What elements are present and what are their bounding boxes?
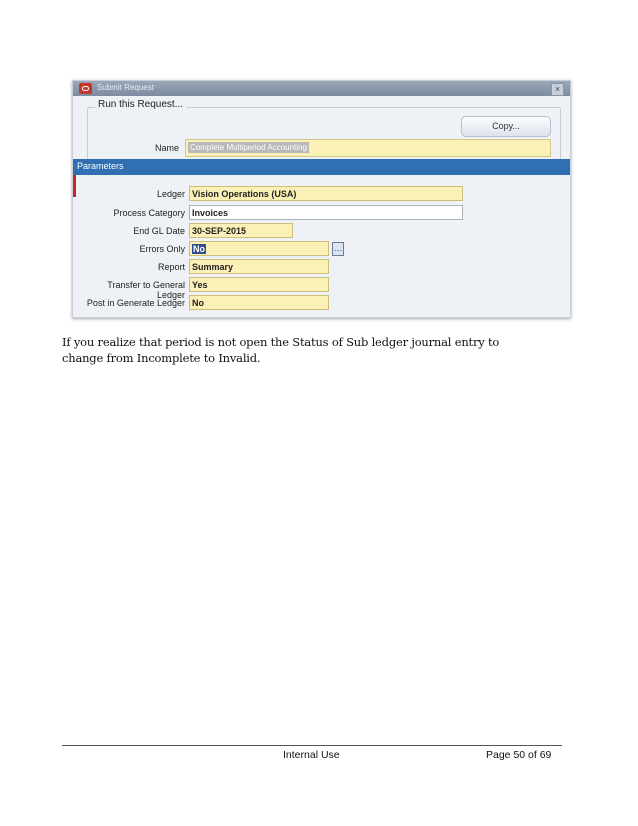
close-icon[interactable]: × [551, 83, 564, 96]
ledger-field[interactable]: Vision Operations (USA) [189, 186, 463, 201]
name-value: Complete Multiperiod Accounting [190, 143, 307, 152]
transfer-gl-label: Transfer to General Ledger [107, 280, 185, 300]
name-label: Name [154, 143, 179, 153]
report-label: Report [157, 262, 185, 272]
footer-classification: Internal Use [283, 749, 340, 761]
post-generate-ledger-label: Post in Generate Ledger [86, 298, 185, 308]
errors-only-field[interactable] [189, 241, 329, 256]
run-request-label: Run this Request... [95, 99, 186, 110]
footer-divider [62, 745, 562, 746]
list-of-values-icon[interactable]: … [332, 242, 344, 256]
post-generate-ledger-field[interactable]: No [189, 295, 329, 310]
errors-only-value: No [193, 244, 205, 254]
process-category-field[interactable]: Invoices [189, 205, 463, 220]
end-gl-date-field[interactable]: 30-SEP-2015 [189, 223, 293, 238]
footer-page-number: Page 50 of 69 [486, 749, 552, 761]
oracle-icon [79, 83, 92, 94]
window-titlebar [73, 81, 570, 96]
ledger-label: Ledger [156, 189, 185, 199]
process-category-label: Process Category [113, 208, 185, 218]
body-paragraph: If you realize that period is not open the Status of Sub ledger journal entry to change from Incomplete to Invalid. [62, 334, 500, 365]
transfer-gl-field[interactable]: Yes [189, 277, 329, 292]
errors-only-label: Errors Only [139, 244, 185, 254]
report-field[interactable]: Summary [189, 259, 329, 274]
window-title: Submit Request [97, 83, 154, 92]
end-gl-date-label: End GL Date [133, 226, 185, 236]
submit-request-screenshot [72, 80, 571, 318]
parameters-bar [73, 159, 570, 175]
name-field[interactable] [185, 139, 551, 157]
copy-button[interactable]: Copy... [461, 116, 551, 137]
required-marker [73, 175, 76, 197]
parameters-title: Parameters [77, 161, 124, 171]
